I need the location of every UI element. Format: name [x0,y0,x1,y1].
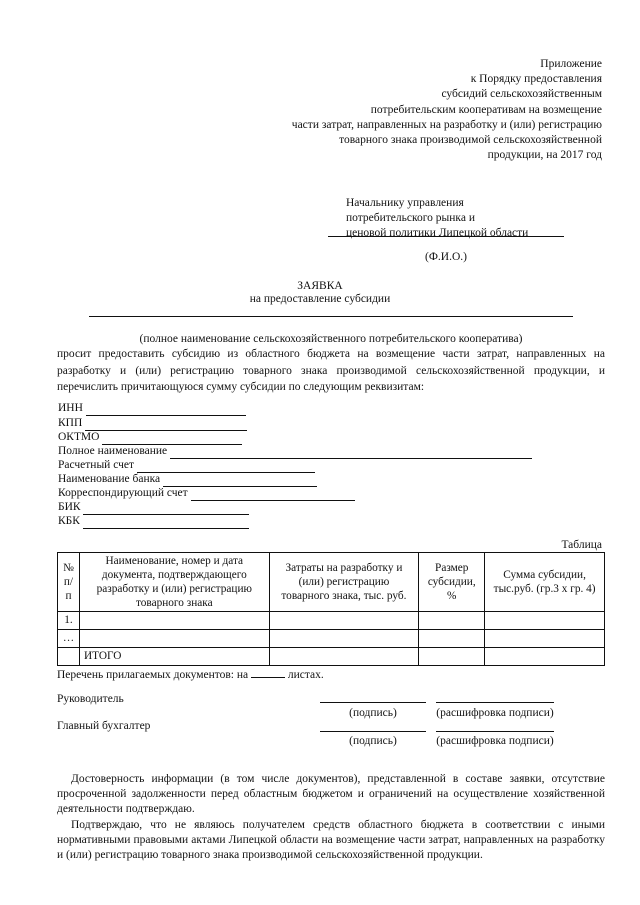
requisite-label: КПП [58,417,83,429]
addressee-line: Начальнику управления [346,197,464,209]
requisite-label: Полное наименование [58,445,168,457]
requisite-label: КБК [58,515,80,527]
appendix-line: продукции, на 2017 год [487,149,602,162]
appendix-line: товарного знака производимой сельскохозяйственной [339,133,602,146]
requisite-account [58,458,315,472]
column-header-document: Наименование, номер и дата документа, подтверждающего разработку и (или) регистрацию товарного знака [79,553,269,612]
table-cell[interactable] [419,648,485,666]
signature-role-accountant: Главный бухгалтер [57,720,151,732]
requisite-field[interactable] [86,404,246,416]
table-cell[interactable] [79,612,269,630]
addressee-line: ценовой политики Липецкой области [346,227,529,240]
document-subtitle: на предоставление субсидии [249,293,391,305]
requisite-kbk [58,514,249,528]
requisite-label: Расчетный счет [58,459,134,471]
fio-caption: (Ф.И.О.) [425,251,467,263]
table-caption: Таблица [561,539,602,551]
attachments-line [57,666,324,683]
attachments-pages-field[interactable] [251,666,285,678]
table-cell[interactable] [269,648,419,666]
requisite-label: ОКТМО [58,431,100,443]
column-header-number: № п/п [58,553,80,612]
fio-line[interactable] [328,236,564,237]
table-header-row [58,553,605,612]
table-cell: 1. [58,612,80,630]
table-cell[interactable] [419,612,485,630]
table-cell[interactable] [269,630,419,648]
appendix-line: потребительским кооперативам на возмещение [370,103,602,116]
appendix-line: субсидий сельскохозяйственным [441,88,602,101]
column-header-costs: Затраты на разработку и (или) регистрацию товарного знака, тыс. руб. [269,553,419,612]
attachments-prefix: Перечень прилагаемых документов: на [57,669,249,681]
table-cell: … [58,630,80,648]
requisite-label: Наименование банка [58,473,161,485]
table-cell[interactable] [79,630,269,648]
requisite-corr-account [58,486,355,500]
requisite-label: Корреспондирующий счет [58,487,188,499]
signature-line-head[interactable] [320,702,426,703]
requisite-full-name [58,444,532,458]
signature-decode-line-accountant[interactable] [436,731,554,732]
signature-line-accountant[interactable] [320,731,426,732]
appendix-line: части затрат, направленных на разработку и (или) регистрацию [291,118,602,131]
table-cell[interactable] [485,630,605,648]
requisite-kpp [58,416,247,430]
attachments-suffix: листах. [287,669,324,681]
appendix-line: к Порядку предоставления [470,73,602,86]
signature-decode-caption: (расшифровка подписи) [436,707,554,719]
signature-caption: (подпись) [349,707,397,719]
requisite-oktmo [58,430,242,444]
appendix-block [292,57,602,163]
signature-caption: (подпись) [349,735,397,747]
requisite-label: БИК [58,501,81,513]
addressee-line: потребительского рынка и [346,212,475,225]
requisite-bank [58,472,317,486]
requisite-bik [58,500,249,514]
table-total-label: ИТОГО [79,648,269,666]
table-cell [58,648,80,666]
confirmation-paragraph: Достоверность информации (в том числе документов), представленной в составе заявки, отсутствие просроченной задолженности перед областным бюджетом и ограничений на осуществление хозяйственной деятельности подтверждаю. [57,773,605,816]
table-cell[interactable] [485,648,605,666]
table-row [58,630,605,648]
signature-decode-caption: (расшифровка подписи) [436,735,554,747]
signature-decode-line-head[interactable] [436,702,554,703]
table-cell[interactable] [485,612,605,630]
table-cell[interactable] [269,612,419,630]
request-text: просит предоставить субсидию из областного бюджета на возмещение части затрат, направленных на разработку и (или) регистрацию товарного знака производимой сельскохозяйственной продукции, и перечислить причитающуюся сумму субсидии по следующим реквизитам: [57,348,605,394]
document-title: ЗАЯВКА [297,280,343,292]
table-total-row [58,648,605,666]
signature-role-head: Руководитель [57,693,124,705]
table-cell[interactable] [419,630,485,648]
applicant-name-line[interactable] [89,316,573,317]
addressee-block [346,196,528,242]
table-row [58,612,605,630]
requisite-inn [58,401,246,415]
column-header-rate: Размер субсидии, % [419,553,485,612]
confirmation-paragraph: Подтверждаю, что не являюсь получателем средств областного бюджета в соответствии с иными нормативными правовыми актами Липецкой области на возмещение части затрат, направленных на разработку и (или) регистрацию товарного знака производимой сельскохозяйственной продукции. [57,819,605,862]
applicant-caption: (полное наименование сельскохозяйственного потребительского кооператива) [139,333,523,345]
requisite-label: ИНН [58,402,83,414]
appendix-line: Приложение [540,58,602,70]
requisite-field[interactable] [83,517,249,529]
column-header-amount: Сумма субсидии, тыс.руб. (гр.3 x гр. 4) [485,553,605,612]
subsidy-table [57,552,605,666]
